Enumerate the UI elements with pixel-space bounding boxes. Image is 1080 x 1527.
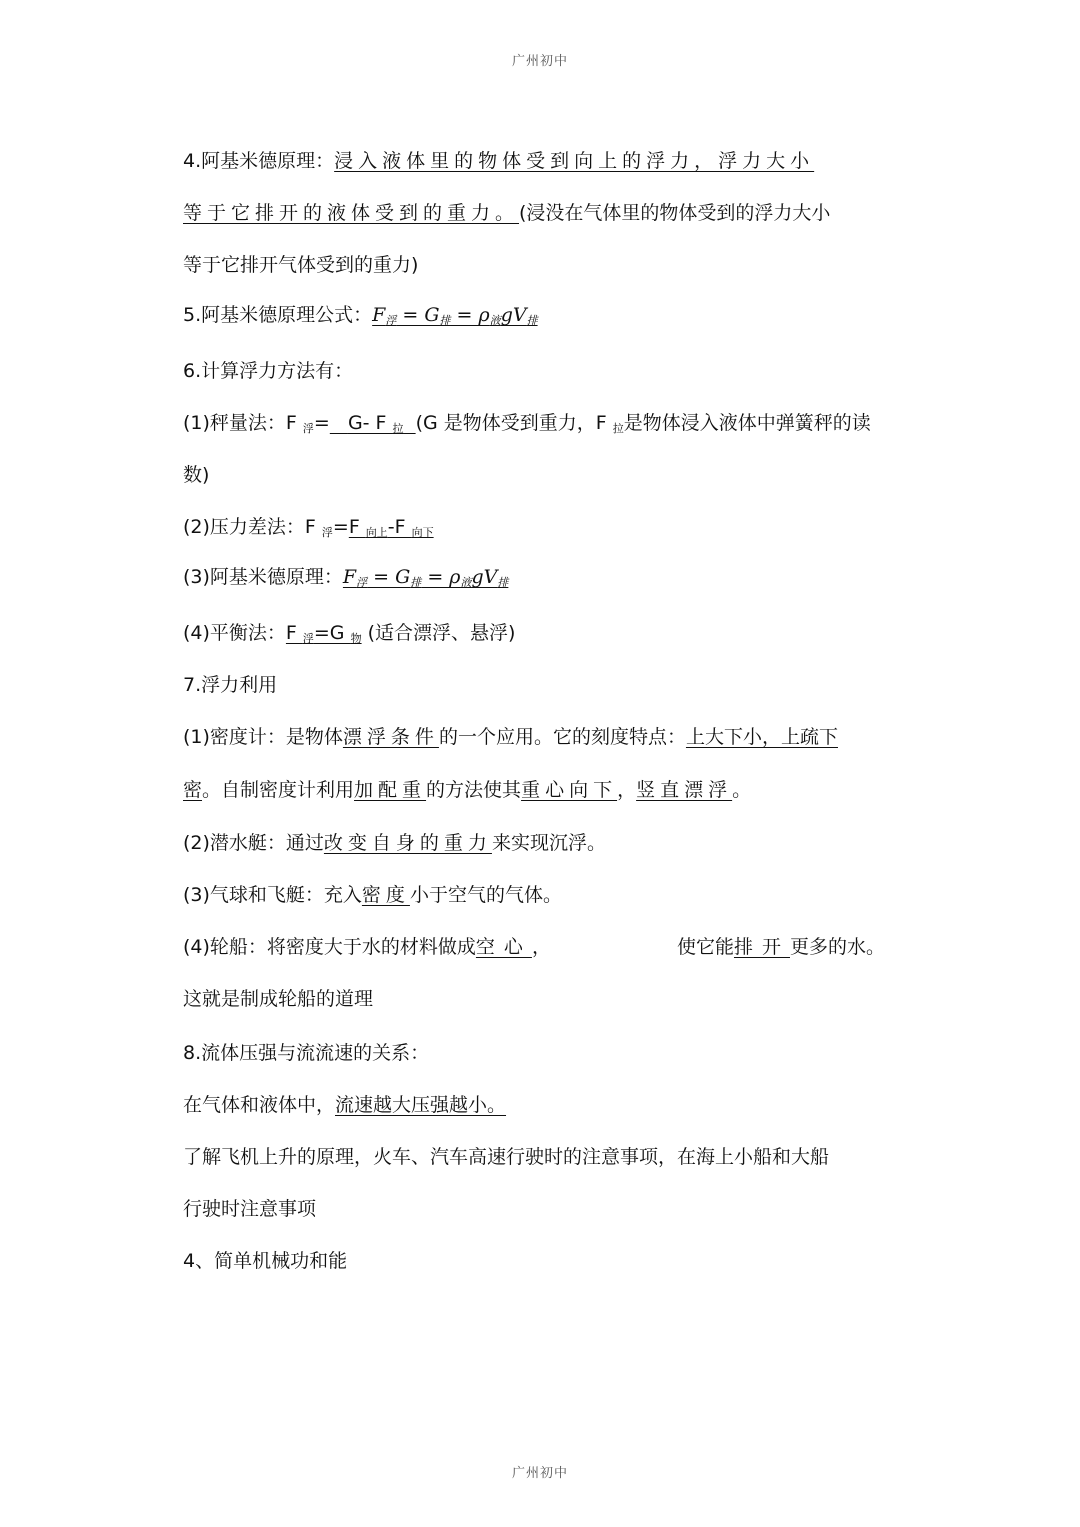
page-footer: 广州初中: [511, 1466, 568, 1481]
section-6-heading: 6.计算浮力方法有：: [183, 360, 354, 382]
answer-underline: 密度: [361, 884, 410, 906]
text-line-1: 4.阿基米德原理：浸入液体里的物体受到向上的浮力，浮力大小: [183, 150, 815, 172]
use-4-line: (4)轮船：将密度大于水的材料做成空心， 使它能排开更多的水。: [183, 936, 885, 958]
text-line-2: 等于它排开的液体受到的重力。(浸没在气体里的物体受到的浮力大小: [183, 202, 831, 224]
method-1-line-cont: 数): [183, 464, 210, 486]
use-2-line: (2)潜水艇：通过改变自身的重力来实现沉浮。: [183, 832, 606, 854]
use-4-line-cont: 这就是制成轮船的道理: [183, 988, 374, 1010]
use-3-line: (3)气球和飞艇：充入密度小于空气的气体。: [183, 884, 562, 906]
answer-underline: 浸入液体里的物体受到向上的浮力，浮力大小: [334, 150, 815, 172]
note-line-cont: 行驶时注意事项: [183, 1198, 317, 1220]
section-7-heading: 7.浮力利用: [183, 674, 278, 696]
method-3-line: (3)阿基米德原理：$F_浮 = G_排 = \rho_液gV_排$: [183, 566, 509, 589]
answer-underline: 密: [183, 779, 203, 801]
answer-underline: 等于它排开的液体受到的重力。: [183, 202, 520, 224]
answer-underline: G- F $_拉$: [347, 412, 404, 435]
method-4-line: (4)平衡法：F $_浮$=G $_物$ (适合漂浮、悬浮): [183, 622, 516, 645]
answer-underline: 加配重: [354, 779, 427, 801]
answer-underline: 重心向下: [521, 779, 618, 801]
answer-underline: 竖直漂浮: [636, 779, 733, 801]
method-1-line: (1)秤量法：F $_浮$= G- F $_拉$ (G 是物体受到重力，F $_拉$是物体浸入液体中弹簧秤的读: [183, 412, 871, 435]
fluid-line: 在气体和液体中，流速越大压强越小。: [183, 1094, 507, 1116]
answer-underline: 空心: [475, 936, 532, 958]
section-8-heading: 8.流体压强与流流速的关系：: [183, 1042, 430, 1064]
method-2-line: (2)压力差法：F $_浮$=F $_{向上}$-F $_{向下}$: [183, 516, 434, 539]
use-1-line-cont: 密。自制密度计利用加配重的方法使其重心向下，竖直漂浮。: [183, 779, 752, 801]
answer-underline: F $_{向上}$-F $_{向下}$: [348, 516, 434, 539]
text-line-3: 等于它排开气体受到的重力): [183, 254, 419, 276]
answer-underline: F $_浮$=G $_物$: [285, 622, 362, 645]
answer-underline: 漂浮条件: [342, 726, 439, 748]
archimedes-formula: $F_浮 = G_排 = \rho_液gV_排$: [342, 566, 509, 589]
chapter-heading: 4、简单机械功和能: [183, 1250, 348, 1272]
formula-line: 5.阿基米德原理公式：$F_浮 = G_排 = \rho_液gV_排$: [183, 304, 538, 327]
answer-underline: 流速越大压强越小。: [335, 1094, 507, 1116]
note-line: 了解飞机上升的原理，火车、汽车高速行驶时的注意事项，在海上小船和大船: [183, 1146, 830, 1168]
answer-underline: 上大下小，上疏下: [685, 726, 838, 748]
use-1-line: (1)密度计：是物体漂浮条件的一个应用。它的刻度特点：上大下小，上疏下: [183, 726, 838, 748]
archimedes-formula: $F_浮 = G_排 = \rho_液gV_排$: [372, 304, 538, 327]
page-header: 广州初中: [511, 54, 568, 69]
answer-underline: 排开: [733, 936, 790, 958]
answer-underline: 改变自身的重力: [323, 832, 492, 854]
